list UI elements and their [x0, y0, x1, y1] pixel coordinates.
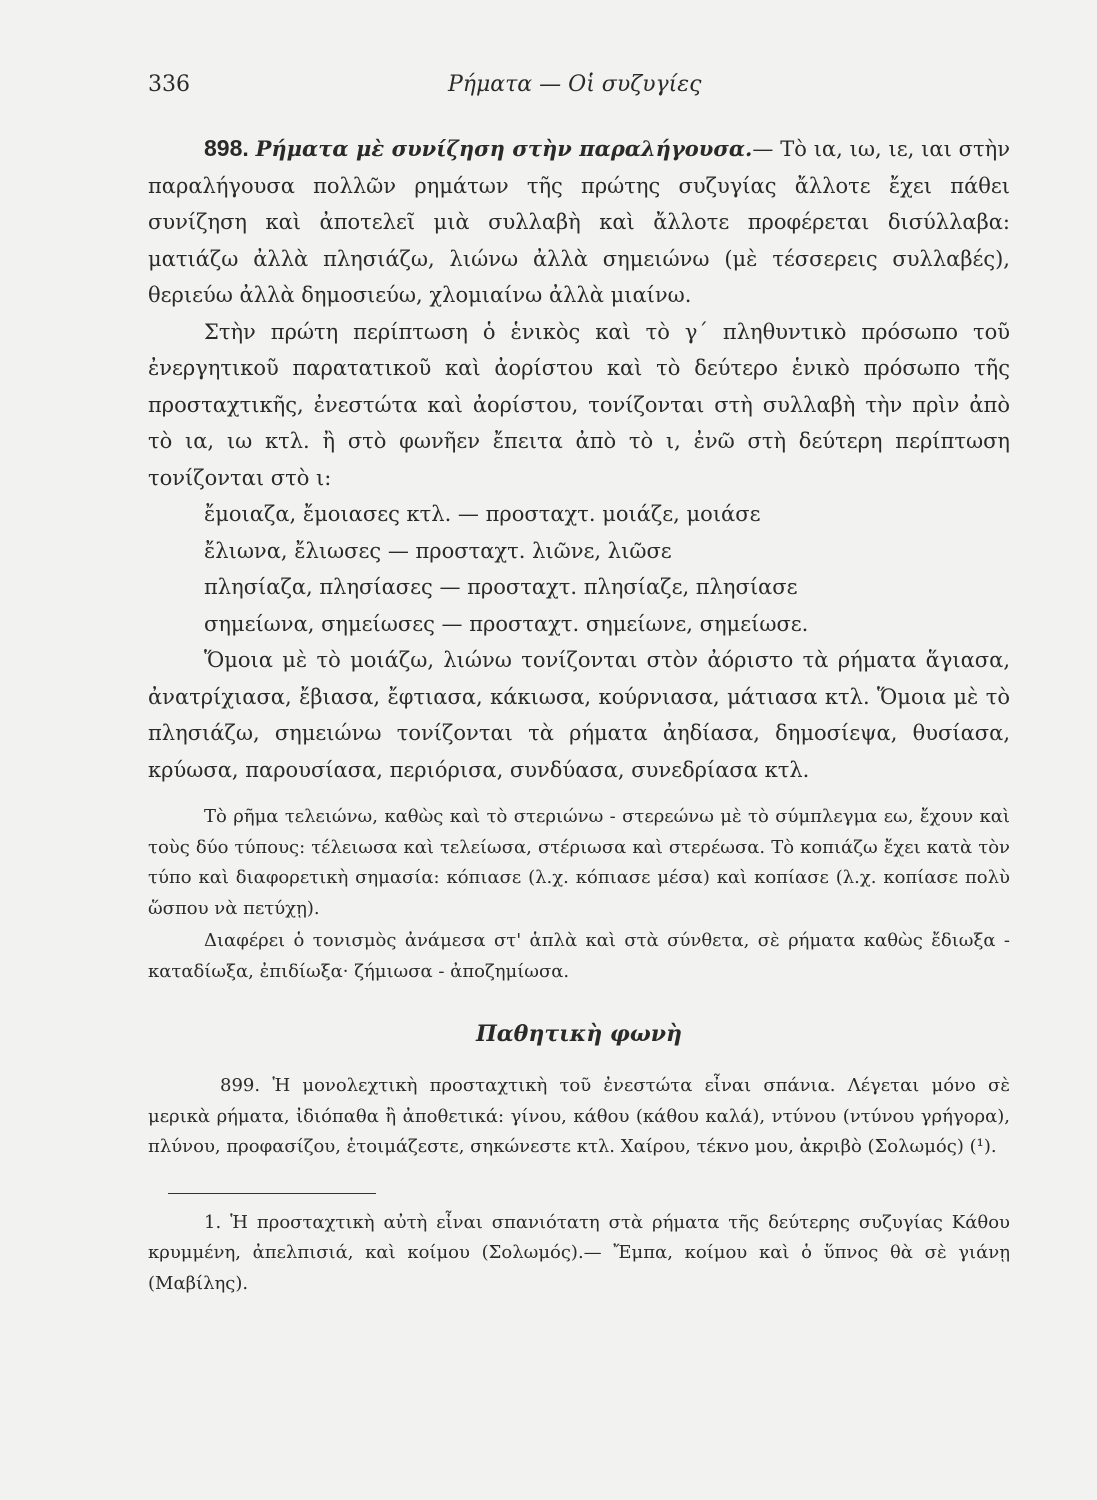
section-899-paragraph: [148, 1071, 1010, 1163]
footnote-text: 1. Ἡ προσταχτικὴ αὐτὴ εἶναι σπανιότατη στὰ ρήματα τῆς δεύτερης συζυγίας Κάθου κρυμμένη, ἀπελπισιά, καὶ κοίμου (Σολωμός).— Ἔμπα, κοίμου καὶ ὁ ὕπνος θὰ σὲ γιάνῃ (Μαβίλης).: [148, 1211, 1010, 1294]
paragraph-text: Στὴν πρώτη περίπτωση ὁ ἑνικὸς καὶ τὸ γ΄ πληθυντικὸ πρόσωπο τοῦ ἐνεργητικοῦ παρατατικοῦ καὶ ἀορίστου καὶ τὸ δεύτερο ἑνικὸ πρόσωπο τῆς προσταχτικῆς, ἐνεστώτα καὶ ἀορίστου, τονίζονται στὴ συλλαβὴ τὴν πρὶν ἀπὸ τὸ ια, ιω κτλ. ἢ στὸ φωνῆεν ἔπειτα ἀπὸ τὸ ι, ἐνῶ στὴ δεύτερη περίπτωση τονίζονται στὸ ι:: [148, 319, 1010, 490]
example-line: ἔλιωνα, ἔλιωσες — προσταχτ. λιῶνε, λιῶσε: [204, 538, 672, 563]
example-line: πλησίαζα, πλησίασες — προσταχτ. πλησίαζε, πλησίασε: [204, 575, 798, 599]
page-header: [148, 72, 1008, 102]
section-number: 898.: [204, 135, 249, 161]
section-title: Ρήματα μὲ συνίζηση στὴν παραλήγουσα.: [255, 136, 753, 161]
section-898-text: — Τὸ ια, ιω, ιε, ιαι στὴν παραλήγουσα πολλῶν ρημάτων τῆς πρώτης συζυγίας ἄλλοτε ἔχει πάθει συνίζηση καὶ ἀποτελεῖ μιὰ συλλαβὴ καὶ ἄλλοτε προφέρεται δισύλλαβα: ματιάζω ἀλλὰ πλησιάζω, λιώνω ἀλλὰ σημειώνω (μὲ τέσσερεις συλλαβές), θεριεύω ἀλλὰ δημοσιεύω, χλομιαίνω ἀλλὰ μιαίνω.: [148, 137, 1010, 307]
page-body: [148, 130, 1010, 1299]
subheading-passive-voice: Παθητικὴ φωνὴ: [475, 1021, 683, 1047]
note-text: Τὸ ρῆμα τελειώνω, καθὼς καὶ τὸ στεριώνω - στερεώνω μὲ τὸ σύμπλεγμα εω, ἔχουν καὶ τοὺς δύο τύπους: τέλειωσα καὶ τελείωσα, στέριωσα καὶ στερέωσα. Τὸ κοπιάζω ἔχει κατὰ τὸν τύπο καὶ διαφορετικὴ σημασία: κόπιασε (λ.χ. κόπιασε μέσα) καὶ κοπίασε (λ.χ. κοπίασε πολὺ ὥσπου νὰ πετύχῃ).: [148, 806, 1010, 919]
small-note: [148, 926, 1010, 987]
example-line: ἔμοιαζα, ἔμοιασες κτλ. — προσταχτ. μοιάζε, μοιάσε: [204, 502, 761, 526]
note-text: Διαφέρει ὁ τονισμὸς ἀνάμεσα στ' ἁπλὰ καὶ στὰ σύνθετα, σὲ ρήματα καθὼς ἔδιωξα - καταδίωξα, ἐπιδίωξα· ζήμιωσα - ἀποζημίωσα.: [148, 930, 1010, 982]
paragraph: [148, 314, 1010, 497]
running-title: Ρήματα — Οἱ συζυγίες: [448, 72, 702, 97]
section-number: 899.: [220, 1075, 261, 1096]
page-number: 336: [148, 72, 190, 97]
small-note: [148, 802, 1010, 924]
section-898-paragraph: [148, 130, 1010, 314]
example-line: σημείωνα, σημείωσες — προσταχτ. σημείωνε, σημείωσε.: [204, 611, 809, 636]
footnote-divider: [168, 1193, 376, 1194]
section-899-text: Ἡ μονολεχτικὴ προσταχτικὴ τοῦ ἐνεστώτα εἶναι σπάνια. Λέγεται μόνο σὲ μερικὰ ρήματα, ἰδιόπαθα ἢ ἀποθετικά: γίνου, κάθου (κάθου καλά), ντύνου (ντύνου γρήγορα), πλύνου, προφασίζου, ἑτοιμάζεστε, σηκώνεστε κτλ. Χαίρου, τέκνο μου, ἀκριβὸ (Σολωμός) (¹).: [148, 1075, 1010, 1157]
paragraph-text: Ὅμοια μὲ τὸ μοιάζω, λιώνω τονίζονται στὸν ἀόριστο τὰ ρήματα ἅγιασα, ἀνατρίχιασα, ἔβιασα, ἔφτιασα, κάκιωσα, κούρνιασα, μάτιασα κτλ. Ὅμοια μὲ τὸ πλησιάζω, σημειώνω τονίζονται τὰ ρήματα ἀηδίασα, δημοσίεψα, θυσίασα, κρύωσα, παρουσίασα, περιόρισα, συνδύασα, συνεδρίασα κτλ.: [148, 648, 1010, 782]
footnote: [148, 1208, 1010, 1300]
paragraph: [148, 642, 1010, 788]
